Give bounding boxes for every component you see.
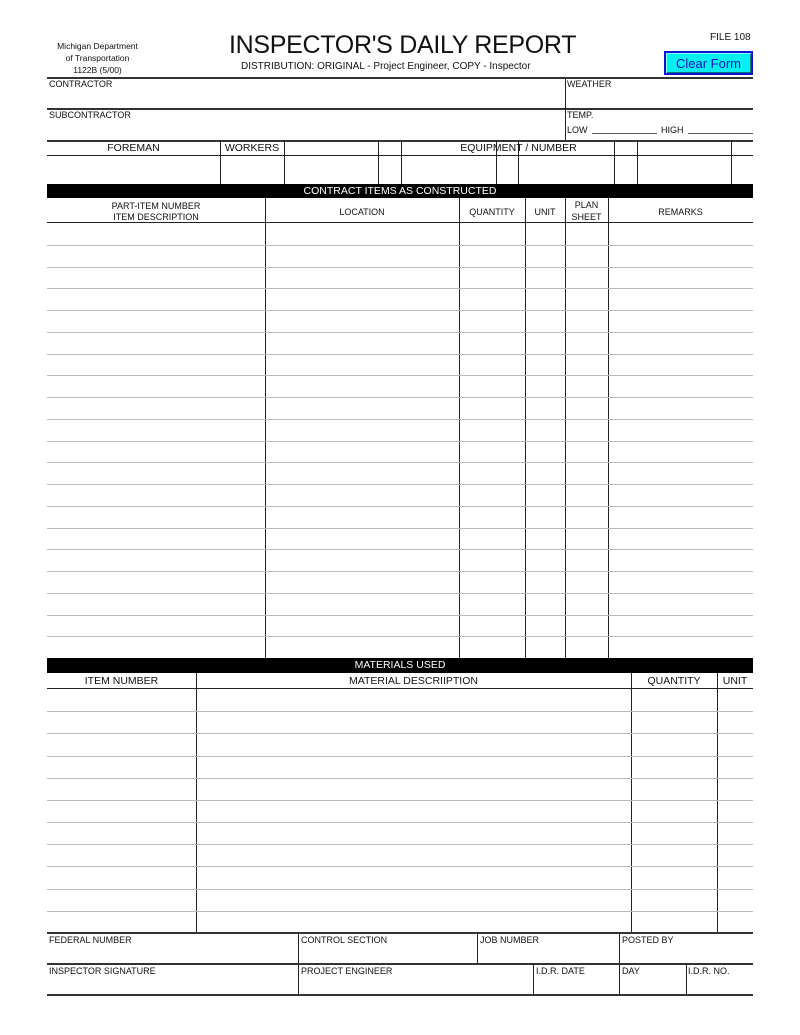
table-row <box>47 441 753 442</box>
column-divider <box>298 933 299 963</box>
table-row <box>47 822 753 823</box>
material-quantity-header: QUANTITY <box>647 675 701 687</box>
idr-no-label: I.D.R. NO. <box>688 966 730 976</box>
material-unit-header: UNIT <box>722 675 748 687</box>
page-title: INSPECTOR'S DAILY REPORT <box>229 31 577 59</box>
day-label: DAY <box>622 966 640 976</box>
table-row <box>47 528 753 529</box>
table-row <box>47 778 753 779</box>
column-divider <box>298 964 299 995</box>
table-row <box>47 844 753 845</box>
location-header: LOCATION <box>339 207 385 217</box>
rule-line <box>47 77 753 79</box>
idr-date-label: I.D.R. DATE <box>536 966 585 976</box>
table-row <box>47 267 753 268</box>
project-engineer-label: PROJECT ENGINEER <box>301 966 393 976</box>
column-divider <box>565 78 566 140</box>
rule-line <box>47 222 753 223</box>
table-row <box>47 375 753 376</box>
rule-line <box>47 994 753 996</box>
equipment-header: EQUIPMENT / NUMBER <box>460 142 577 154</box>
table-row <box>47 733 753 734</box>
materials-title: MATERIALS USED <box>47 658 753 673</box>
table-row <box>47 636 753 637</box>
table-row <box>47 462 753 463</box>
table-row <box>47 866 753 867</box>
plan-header: PLAN <box>574 200 599 210</box>
table-row <box>47 615 753 616</box>
high-label: HIGH <box>661 125 684 135</box>
table-row <box>47 756 753 757</box>
agency-name-2: of Transportation <box>65 53 130 63</box>
rule-line <box>47 932 753 934</box>
column-divider <box>686 964 687 995</box>
agency-name: Michigan Department <box>57 41 138 51</box>
column-divider <box>533 964 534 995</box>
quantity-header: QUANTITY <box>469 207 515 217</box>
table-row <box>47 911 753 912</box>
contractor-label: CONTRACTOR <box>49 79 113 89</box>
part-item-header: PART-ITEM NUMBER <box>111 201 201 211</box>
table-row <box>47 245 753 246</box>
low-field[interactable] <box>592 133 657 134</box>
column-divider <box>196 673 197 933</box>
table-row <box>47 484 753 485</box>
column-divider <box>619 933 620 963</box>
remarks-header: REMARKS <box>658 207 703 217</box>
clear-form-button[interactable]: Clear Form <box>664 51 753 75</box>
temp-label: TEMP. <box>567 110 594 120</box>
job-number-label: JOB NUMBER <box>480 935 540 945</box>
distribution-note: DISTRIBUTION: ORIGINAL - Project Engineer, COPY - Inspector <box>241 61 531 72</box>
form-number: 1122B (5/00) <box>73 65 122 75</box>
high-field[interactable] <box>688 133 753 134</box>
table-row <box>47 397 753 398</box>
unit-header: UNIT <box>534 207 556 217</box>
table-row <box>47 889 753 890</box>
federal-number-label: FEDERAL NUMBER <box>49 935 132 945</box>
table-row <box>47 549 753 550</box>
column-divider <box>477 933 478 963</box>
workers-header: WORKERS <box>224 142 280 154</box>
table-row <box>47 711 753 712</box>
table-row <box>47 800 753 801</box>
table-row <box>47 571 753 572</box>
subcontractor-label: SUBCONTRACTOR <box>49 110 131 120</box>
weather-label: WEATHER <box>567 79 612 89</box>
item-number-header: ITEM NUMBER <box>84 675 159 687</box>
control-section-label: CONTROL SECTION <box>301 935 388 945</box>
rule-line <box>47 108 753 110</box>
inspector-signature-label: INSPECTOR SIGNATURE <box>49 966 156 976</box>
table-row <box>47 310 753 311</box>
column-divider <box>631 673 632 933</box>
table-row <box>47 506 753 507</box>
table-row <box>47 419 753 420</box>
item-description-header: ITEM DESCRIPTION <box>113 212 199 222</box>
column-divider <box>619 964 620 995</box>
rule-line <box>47 963 753 965</box>
table-row <box>47 288 753 289</box>
table-row <box>47 332 753 333</box>
rule-line <box>47 155 753 156</box>
table-row <box>47 593 753 594</box>
posted-by-label: POSTED BY <box>622 935 674 945</box>
rule-line <box>47 688 753 689</box>
contract-items-title: CONTRACT ITEMS AS CONSTRUCTED <box>47 184 753 198</box>
low-label: LOW <box>567 125 588 135</box>
sheet-header: SHEET <box>571 212 602 222</box>
file-number: FILE 108 <box>710 32 751 43</box>
column-divider <box>717 673 718 933</box>
foreman-header: FOREMAN <box>107 142 160 154</box>
material-description-header: MATERIAL DESCRIIPTION <box>349 675 478 687</box>
table-row <box>47 354 753 355</box>
